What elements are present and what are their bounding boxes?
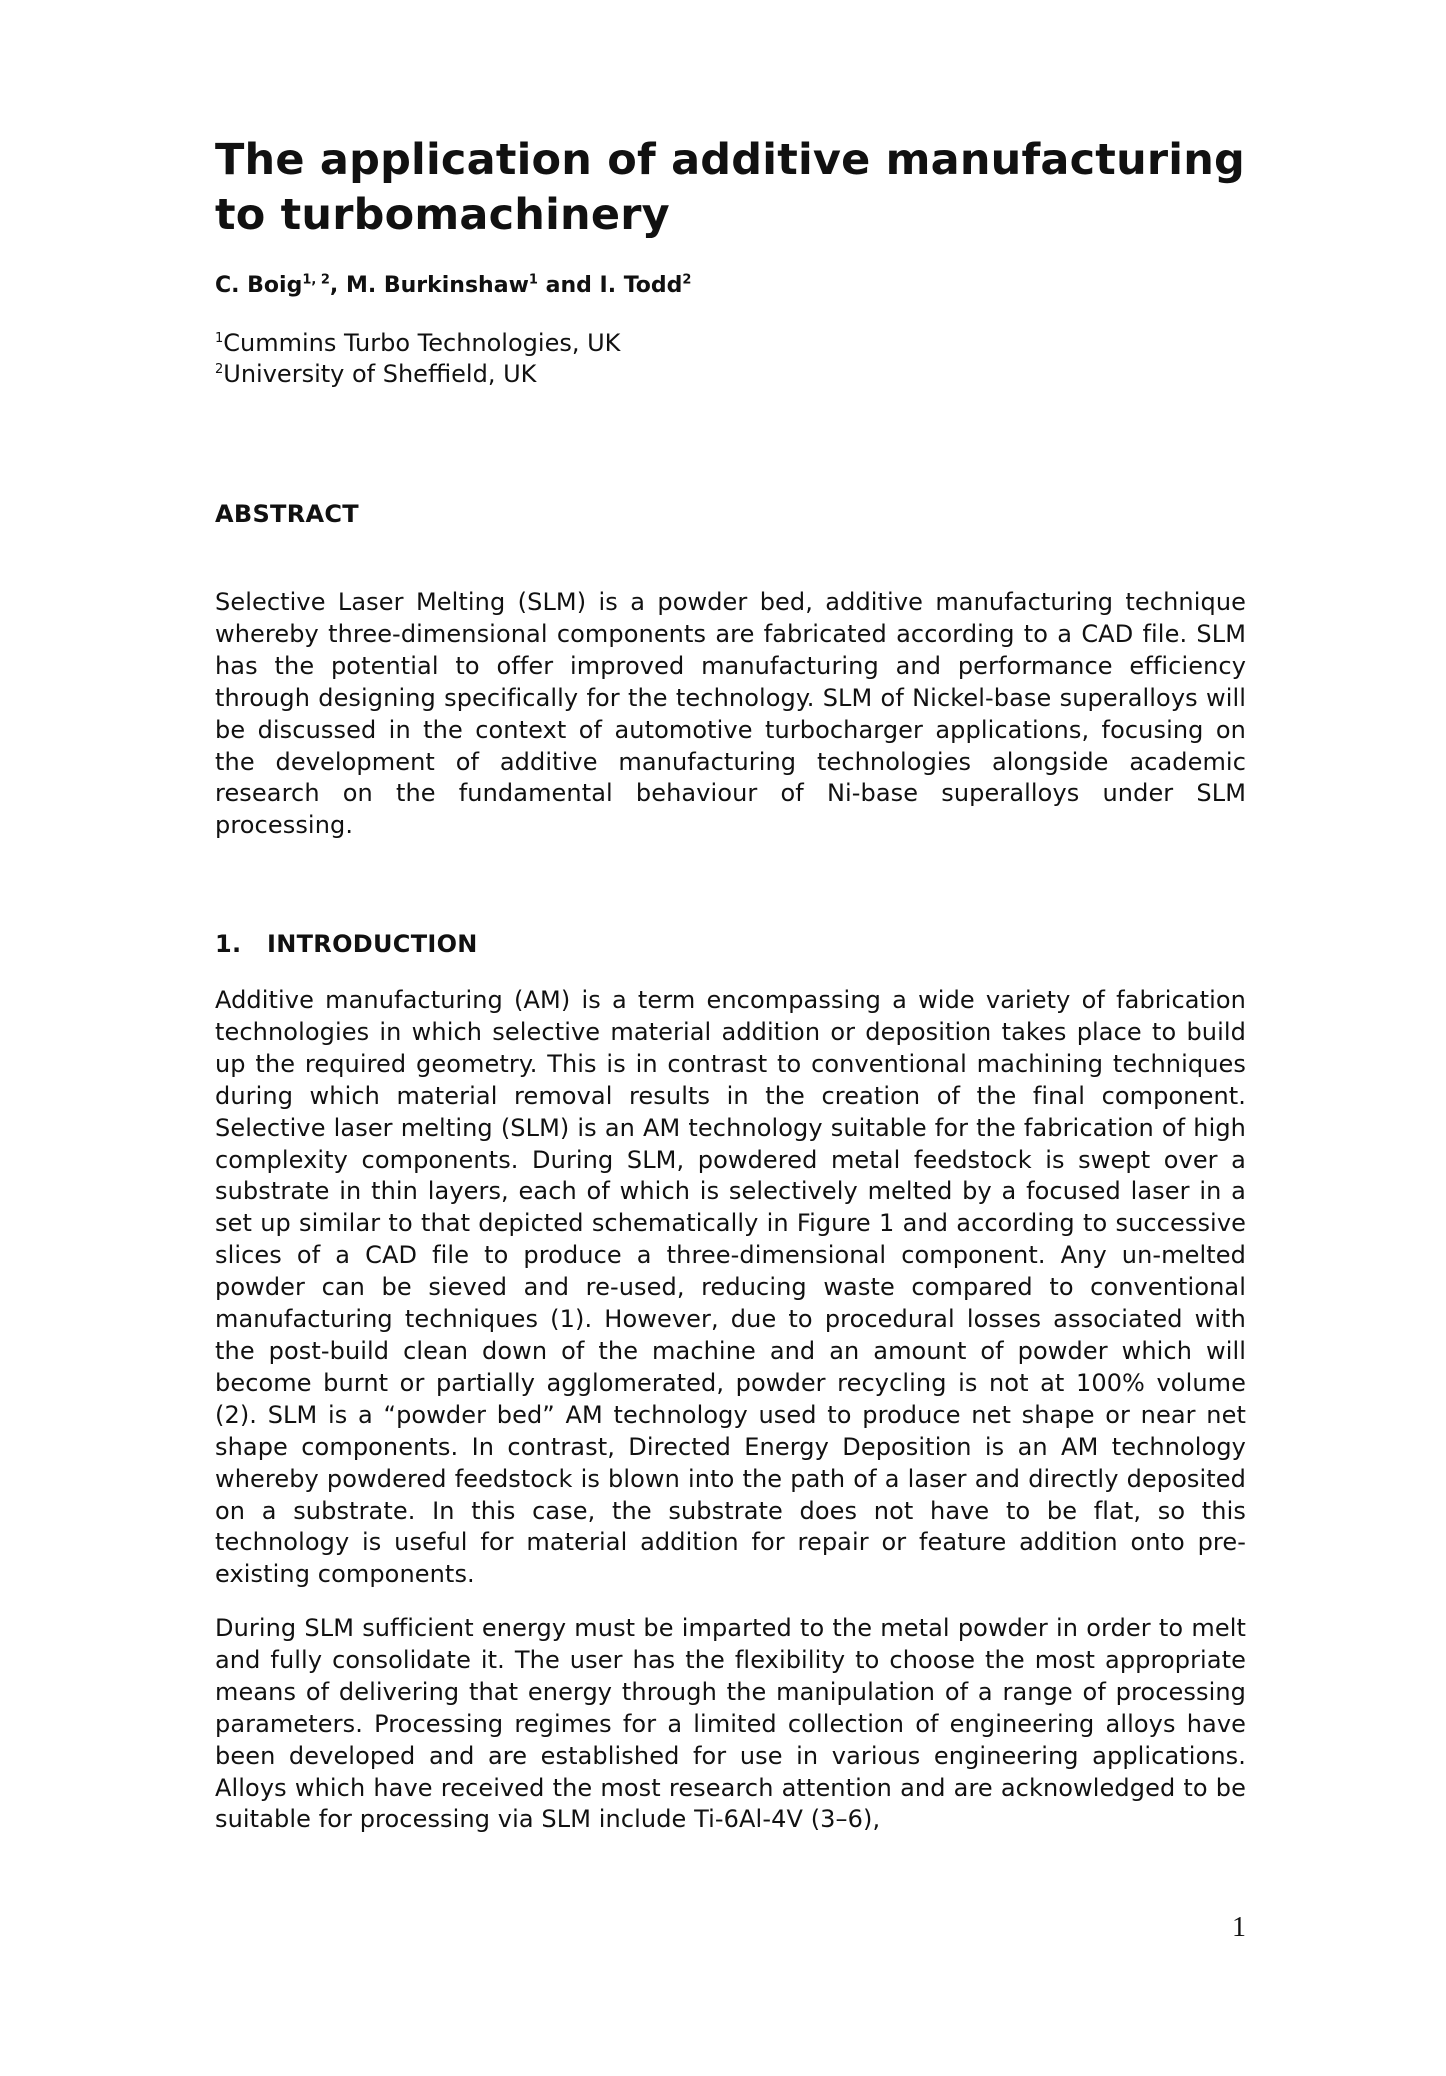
- author-affil-mark: 2: [682, 272, 692, 288]
- introduction-heading: [215, 928, 1246, 960]
- author-separator: ,: [329, 273, 346, 298]
- section-title: INTRODUCTION: [267, 930, 478, 958]
- introduction-paragraph: Additive manufacturing (AM) is a term encompassing a wide variety of fabrication technologies in which selective material addition or deposition takes place to build up the required geometry. This is in contrast to conventional machining techniques during which material removal results in the creation of the final component. Selective laser melting (SLM) is an AM technology suitable for the fabrication of high complexity components. During SLM, powdered metal feedstock is swept over a substrate in thin layers, each of which is selectively melted by a focused laser in a set up similar to that depicted schematically in Figure 1 and according to successive slices of a CAD file to produce a three-dimensional component. Any un-melted powder can be sieved and re-used, reducing waste compared to conventional manufacturing techniques (1). However, due to procedural losses associated with the post-build clean down of the machine and an amount of powder which will become burnt or partially agglomerated, powder recycling is not at 100% volume (2). SLM is a “powder bed” AM technology used to produce net shape or near net shape components. In contrast, Directed Energy Deposition is an AM technology whereby powdered feedstock is blown into the path of a laser and directly deposited on a substrate. In this case, the substrate does not have to be flat, so this technology is useful for material addition for repair or feature addition onto pre-existing components.: [215, 986, 1246, 1589]
- affiliation-item: [215, 359, 1246, 390]
- author-name: M. Burkinshaw: [345, 273, 529, 298]
- author-name: I. Todd: [599, 273, 683, 298]
- author-affil-mark: 1: [528, 272, 538, 288]
- affiliation-text: Cummins Turbo Technologies, UK: [223, 329, 621, 357]
- section-number: 1.: [215, 930, 242, 958]
- page-number: 1: [1232, 1912, 1246, 1943]
- author-list: [215, 270, 1246, 302]
- introduction-paragraph: During SLM sufficient energy must be imparted to the metal powder in order to melt and fully consolidate it. The user has the flexibility to choose the most appropriate means of delivering that energy through the manipulation of a range of processing parameters. Processing regimes for a limited collection of engineering alloys have been developed and are established for use in various engineering applications. Alloys which have received the most research attention and are acknowledged to be suitable for processing via SLM include Ti-6Al-4V (3–6),: [215, 1614, 1246, 1834]
- affiliation-mark: 2: [215, 362, 224, 377]
- author-name: C. Boig: [215, 273, 303, 298]
- affiliation-mark: 1: [215, 331, 224, 346]
- author-affil-mark: 1, 2: [302, 272, 330, 288]
- affiliation-text: University of Sheffield, UK: [223, 360, 537, 388]
- author-separator: and: [537, 273, 600, 298]
- affiliation-item: [215, 328, 1246, 359]
- abstract-text: Selective Laser Melting (SLM) is a powder bed, additive manufacturing technique whereby three-dimensional components are fabricated according to a CAD file. SLM has the potential to offer improved manufacturing and performance efficiency through designing specifically for the technology. SLM of Nickel-base superalloys will be discussed in the context of automotive turbocharger applications, focusing on the development of additive manufacturing technologies alongside academic research on the fundamental behaviour of Ni-base superalloys under SLM processing.: [215, 588, 1246, 840]
- abstract-heading: ABSTRACT: [215, 500, 359, 528]
- affiliation-list: [215, 328, 1246, 390]
- paper-title: The application of additive manufacturing to turbomachinery: [215, 135, 1246, 240]
